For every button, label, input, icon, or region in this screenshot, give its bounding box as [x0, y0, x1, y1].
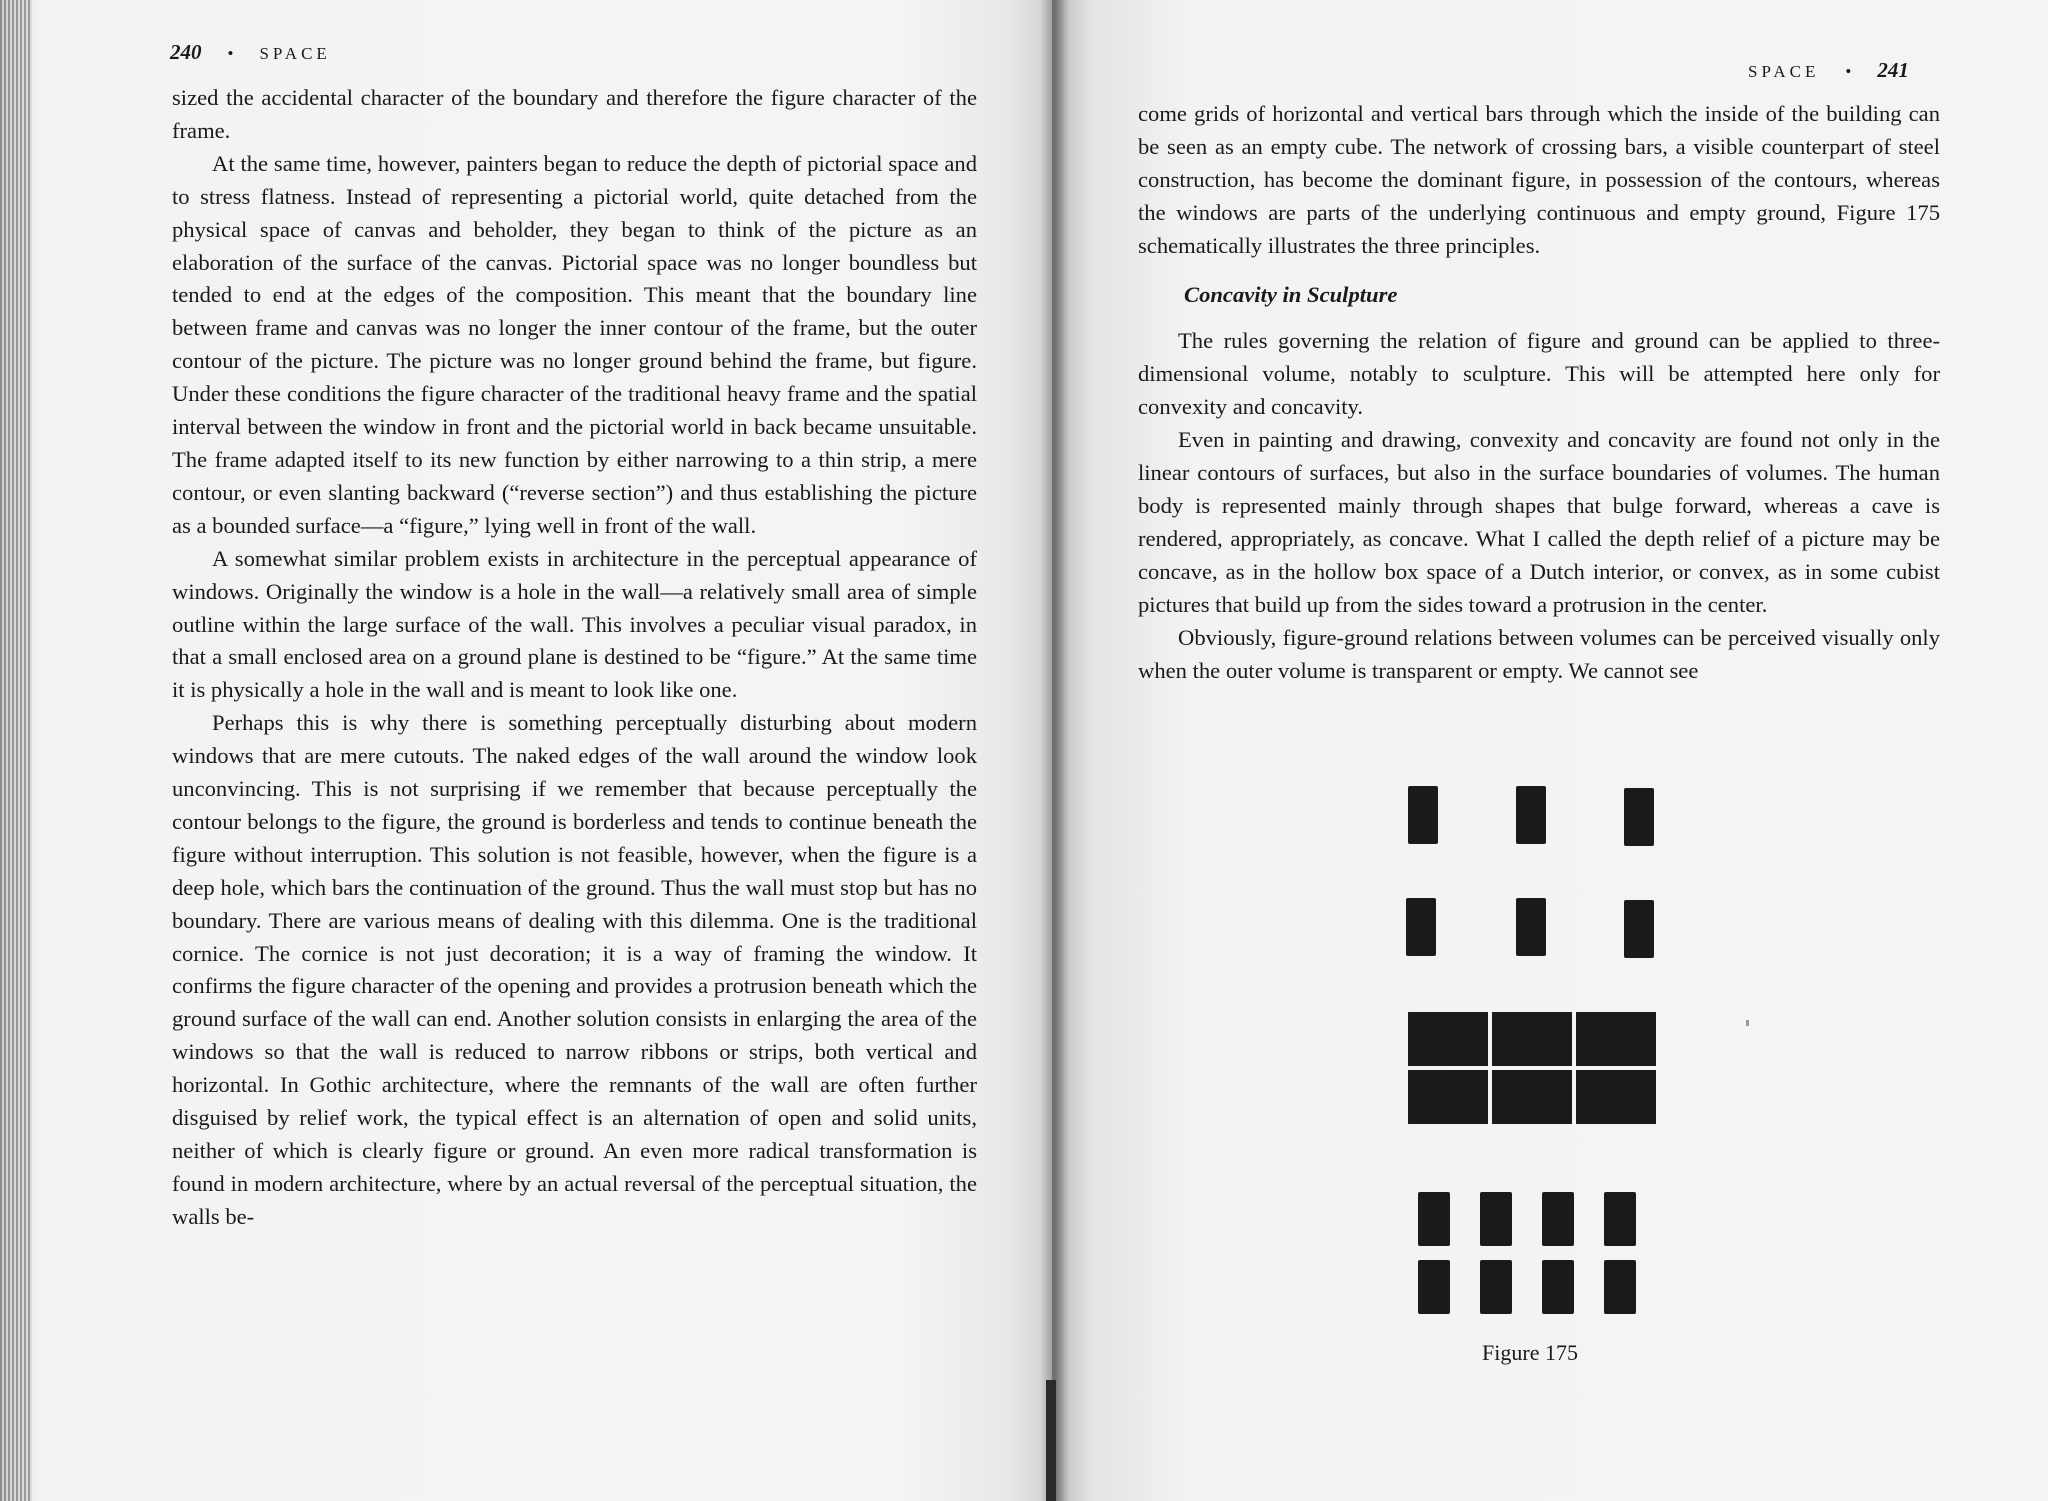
figure-block: [1576, 1070, 1656, 1124]
left-paragraph-4: Perhaps this is why there is something perceptually disturbing about modern windows that are mere cutouts. The naked edges of the wall around the window look unconvincing. This is not surprising if we remember that because perceptually the contour belongs to the figure, the ground is borderless and tends to continue beneath the figure without interruption. This solution is not feasible, however, when the figure is a deep hole, which bars the continuation of the ground. Thus the wall must stop but has no boundary. There are various means of dealing with this dilemma. One is the traditional cornice. The cornice is not just decoration; it is a way of framing the window. It confirms the figure character of the opening and provides a protrusion beneath which the ground surface of the wall can end. Another solution consists in enlarging the area of the windows so that the wall is reduced to narrow ribbons or strips, both vertical and horizontal. In Gothic architecture, where the remnants of the wall are often further disguised by relief work, the typical effect is an alternation of open and solid units, neither of which is clearly figure or ground. An even more radical transformation is found in modern architecture, where by an actual reversal of the perceptual situation, the walls be-: [172, 710, 977, 1229]
figure-175: [1390, 768, 1670, 1388]
figure-block: [1408, 1012, 1488, 1066]
figure-caption: Figure 175: [1482, 1340, 1578, 1365]
figure-block: [1492, 1012, 1572, 1066]
figure-block: [1604, 1192, 1636, 1246]
left-paragraph-2: At the same time, however, painters began to reduce the depth of pictorial space and to stress flatness. Instead of representing a pictorial world, quite detached from the physical space of canvas and beholder, they began to think of the picture as an elaboration of the surface of the canvas. Pictorial space was no longer boundless but tended to end at the edges of the composition. This meant that the boundary line between frame and canvas was no longer the inner contour of the frame, but the outer contour of the picture. The picture was no longer ground behind the frame, but figure. Under these conditions the figure character of the traditional heavy frame and the spatial interval between the window in front and the pictorial world in back became unsuitable. The frame adapted itself to its new function by either narrowing to a thin strip, a mere contour, or even slanting backward (“reverse section”) and thus establishing the picture as a bounded surface—a “figure,” lying well in front of the wall.: [172, 150, 977, 538]
figure-block: [1480, 1260, 1512, 1314]
bullet-separator: •: [1845, 62, 1852, 81]
page-edges: [0, 0, 32, 1501]
left-running-title: SPACE: [259, 44, 331, 63]
right-paragraph-continued: come grids of horizontal and vertical bars through which the inside of the building can be seen as an empty cube. The network of crossing bars, a visible counterpart of steel construction, has become the dominant figure, in possession of the contours, whereas the windows are parts of the underlying continuous and empty ground, Figure 175 schematically illustrates the three principles.: [1138, 101, 1940, 258]
paper-speck: [1746, 1020, 1749, 1026]
right-page-number: 241: [1877, 58, 1909, 82]
figure-block: [1406, 898, 1436, 956]
gutter-shadow: [1040, 0, 1070, 1501]
figure-block: [1576, 1012, 1656, 1066]
figure-block: [1408, 1070, 1488, 1124]
figure-block: [1624, 788, 1654, 846]
figure-block: [1492, 1070, 1572, 1124]
figure-block: [1408, 786, 1438, 844]
right-paragraph-2: Even in painting and drawing, convexity and concavity are found not only in the linear contours of surfaces, but also in the surface boundaries of volumes. The human body is represented mainly through shapes that bulge forward, whereas a cave is rendered, appropriately, as concave. What I called the depth relief of a picture may be concave, as in the hollow box space of a Dutch interior, or convex, as in some cubist pictures that build up from the sides toward a protrusion in the center.: [1138, 427, 1940, 617]
right-running-head: [1748, 58, 1909, 83]
right-paragraph-1: The rules governing the relation of figure and ground can be applied to three-dimensional volume, notably to sculpture. This will be attempted here only for convexity and concavity.: [1138, 328, 1940, 420]
left-running-head: [170, 40, 331, 65]
left-paragraph-3: A somewhat similar problem exists in architecture in the perceptual appearance of windows. Originally the window is a hole in the wall—a relatively small area of simple outline within the large surface of the wall. This involves a peculiar visual paradox, in that a small enclosed area on a ground plane is destined to be “figure.” At the same time it is physically a hole in the wall and is meant to look like one.: [172, 545, 977, 703]
left-paragraph-1: sized the accidental character of the boundary and therefore the figure character of the frame.: [172, 85, 977, 143]
left-page-number: 240: [170, 40, 202, 64]
bullet-separator: •: [227, 44, 234, 63]
figure-block: [1516, 898, 1546, 956]
right-paragraph-3: Obviously, figure-ground relations between volumes can be perceived visually only when the outer volume is transparent or empty. We cannot see: [1138, 624, 1940, 683]
figure-block: [1418, 1260, 1450, 1314]
figure-block: [1516, 786, 1546, 844]
left-text-column: [172, 82, 977, 1234]
section-heading: Concavity in Sculpture: [1184, 281, 1398, 307]
figure-block: [1480, 1192, 1512, 1246]
figure-block: [1418, 1192, 1450, 1246]
spine-mark: [1046, 1380, 1056, 1501]
right-running-title: SPACE: [1748, 62, 1820, 81]
figure-block: [1624, 900, 1654, 958]
figure-block: [1542, 1192, 1574, 1246]
figure-block: [1604, 1260, 1636, 1314]
right-text-column: [1138, 98, 1940, 687]
figure-block: [1542, 1260, 1574, 1314]
